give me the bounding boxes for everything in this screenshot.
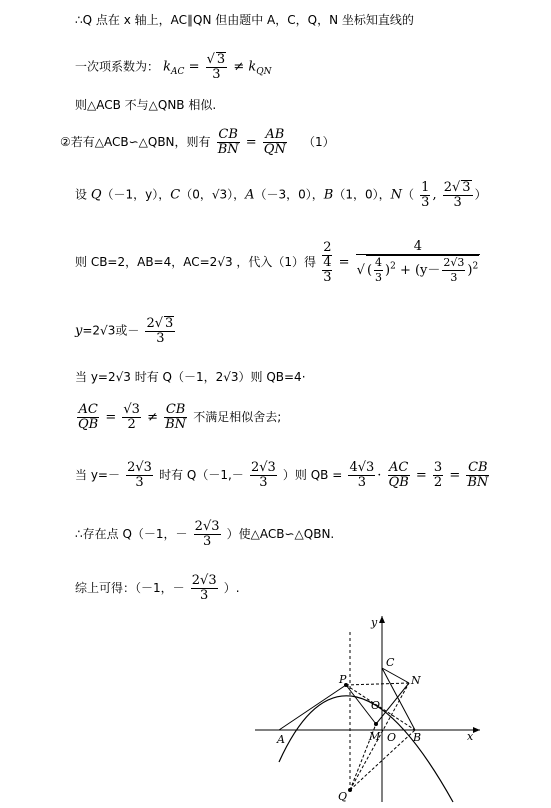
solution-line-11: ∴存在点 Q（－1，－ $\frac{2√3}{3}$ ）使△ACB∽△QBN.	[75, 519, 335, 549]
line6-text: 则 CB=2，AB=4，AC=2√3 ，代入（1）得	[75, 255, 317, 269]
solution-line-8: 当 y=2√3 时有 Q（－1，2√3）则 QB=4·	[75, 370, 306, 384]
solution-line-2: 一次项系数为： $k_{AC}$ = $\frac{√ 3}{3}$ ≠ $k_{QN}$	[75, 52, 272, 82]
line-PN	[346, 683, 409, 685]
solution-line-1: ∴Q 点在 x 轴上，AC∥QN 但由题中 A，C，Q，N 坐标知直线的	[75, 13, 414, 27]
solution-line-5: 设 Q（－1，y），C（0，√3），A（－3，0），B（1，0），N（ $\frac{1}{3}$ , $\frac{2√ 3}{3}$ ）	[75, 179, 487, 210]
solution-line-10: 当 y=－ $\frac{2√3}{3}$ 时有 Q（－1,－ $\frac{2√3}{3}$ ）则 QB = $\frac{4√3}{3}$ · $\frac{AC}{QB}$ = $\frac{3}{2}$ = $\frac{CB}{BN}$	[75, 460, 489, 490]
label-P: P	[339, 673, 347, 686]
solution-line-7: y=2√3或－ $\frac{2√ 3}{3}$	[75, 316, 174, 346]
solution-line-6: 则 CB=2，AB=4，AC=2√3 ，代入（1）得 2 4 3 = 4 √ ( $\frac{4}{3}$ )$^2$ + (y－ $\frac{2√3}{3}$ )$^2$	[75, 239, 479, 285]
label-y: y	[371, 616, 378, 629]
line-AP	[279, 685, 346, 730]
line9-text: 不满足相似舍去;	[193, 410, 282, 424]
solution-line-4: ②若有△ACB∽△QBN，则有 $\frac{CB}{BN}$ = $\frac{AB}{QN}$ （1）	[60, 127, 335, 157]
solution-line-3: 则△ACB 不与△QNB 相似.	[75, 98, 217, 112]
label-B: B	[413, 731, 422, 744]
line4-text: ②若有△ACB∽△QBN，则有	[60, 135, 211, 149]
label-O: O	[387, 731, 397, 744]
solution-line-9: $\frac{AC}{QB}$ = $\frac{√3}{2}$ ≠ $\frac{CB}{BN}$ 不满足相似舍去;	[78, 402, 282, 432]
point-Q	[348, 788, 352, 792]
line2-text: 一次项系数为：	[75, 59, 160, 74]
label-O1: O	[371, 699, 381, 712]
x-axis-arrow	[473, 727, 480, 733]
solution-line-12: 综上可得：（－1，－ $\frac{2√3}{3}$ ）.	[75, 573, 240, 603]
label-x: x	[467, 730, 474, 743]
label-A: A	[277, 733, 285, 746]
label-M: M	[369, 730, 381, 743]
equation-number: （1）	[302, 135, 335, 149]
frac-sqrt3-over-3: $\frac{√ 3}{3}$	[206, 52, 226, 82]
point-M	[374, 722, 378, 726]
y-axis-arrow	[379, 616, 385, 623]
label-C: C	[386, 656, 395, 669]
label-Q: Q	[338, 790, 348, 803]
label-N: N	[411, 674, 421, 687]
parabola-figure	[255, 612, 485, 804]
